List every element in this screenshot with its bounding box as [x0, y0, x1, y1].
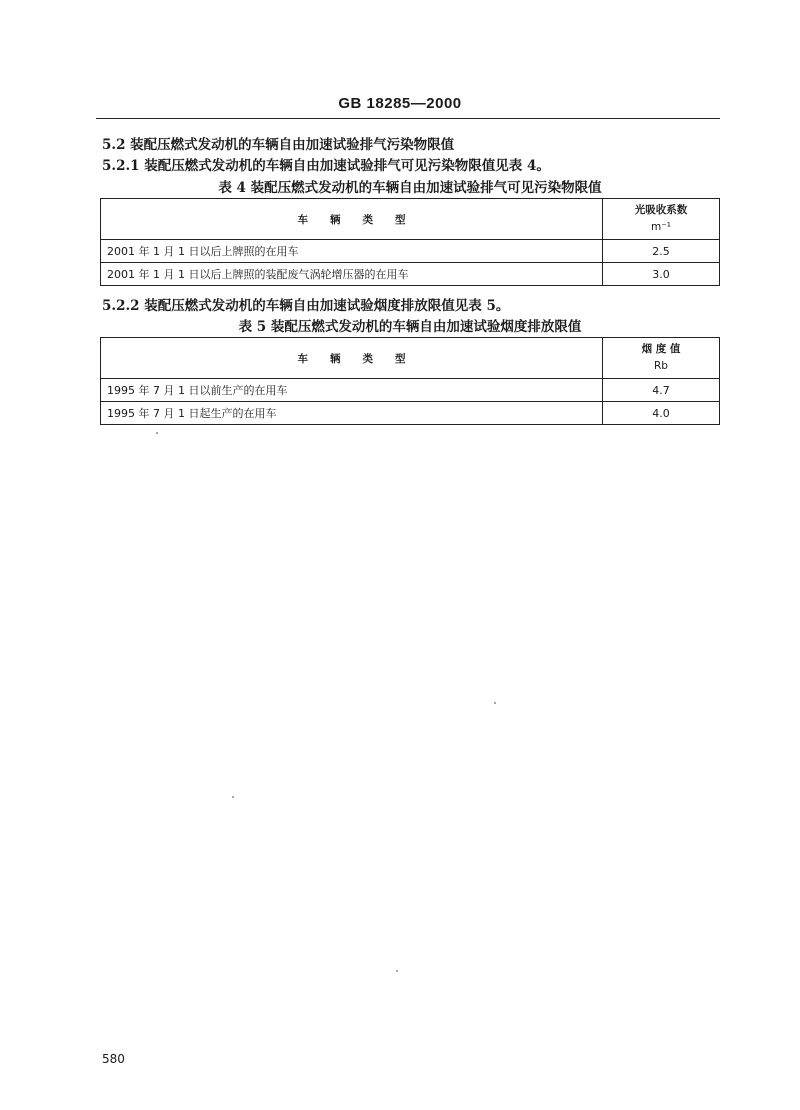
- clause-5-2: 5.2 装配压燃式发动机的车辆自由加速试验排气污染物限值: [102, 137, 455, 153]
- table-row: [101, 379, 720, 402]
- vehicle-type-cell: 2001 年 1 月 1 日以后上牌照的装配废气涡轮增压器的在用车: [101, 263, 603, 286]
- page-number: 580: [102, 1052, 125, 1066]
- limit-value-cell: 2.5: [603, 240, 720, 263]
- limit-value-cell: 3.0: [603, 263, 720, 286]
- table-4-caption: 表 4 装配压燃式发动机的车辆自由加速试验排气可见污染物限值: [218, 180, 602, 196]
- table-header-row: [101, 338, 720, 379]
- table-5: [100, 337, 720, 425]
- table-4: [100, 198, 720, 286]
- header-light-absorption: [603, 199, 720, 240]
- vehicle-type-cell: 1995 年 7 月 1 日起生产的在用车: [101, 402, 603, 425]
- scan-speck: [232, 796, 234, 798]
- scan-speck: [494, 702, 496, 704]
- clause-5-2-2: 5.2.2 装配压燃式发动机的车辆自由加速试验烟度排放限值见表 5。: [102, 298, 510, 314]
- scan-speck: [396, 970, 398, 972]
- header-rule: [96, 118, 720, 119]
- vehicle-type-cell: 2001 年 1 月 1 日以后上牌照的在用车: [101, 240, 603, 263]
- limit-value-cell: 4.0: [603, 402, 720, 425]
- header-vehicle-type: 车辆类型: [101, 338, 603, 379]
- header-unit: m⁻¹: [651, 221, 671, 233]
- vehicle-type-cell: 1995 年 7 月 1 日以前生产的在用车: [101, 379, 603, 402]
- header-value-label: 光吸收系数: [634, 204, 688, 216]
- clause-5-2-1: 5.2.1 装配压燃式发动机的车辆自由加速试验排气可见污染物限值见表 4。: [102, 158, 550, 174]
- header-smoke-value: [603, 338, 720, 379]
- header-vehicle-type: 车辆类型: [101, 199, 603, 240]
- table-row: [101, 402, 720, 425]
- table-header-row: [101, 199, 720, 240]
- table-5-caption: 表 5 装配压燃式发动机的车辆自由加速试验烟度排放限值: [238, 319, 582, 335]
- header-unit: Rb: [654, 360, 668, 372]
- table-row: [101, 240, 720, 263]
- table-row: [101, 263, 720, 286]
- standard-number-header: GB 18285—2000: [338, 95, 462, 112]
- scan-speck: [156, 432, 158, 434]
- limit-value-cell: 4.7: [603, 379, 720, 402]
- header-value-label: 烟 度 值: [641, 343, 681, 355]
